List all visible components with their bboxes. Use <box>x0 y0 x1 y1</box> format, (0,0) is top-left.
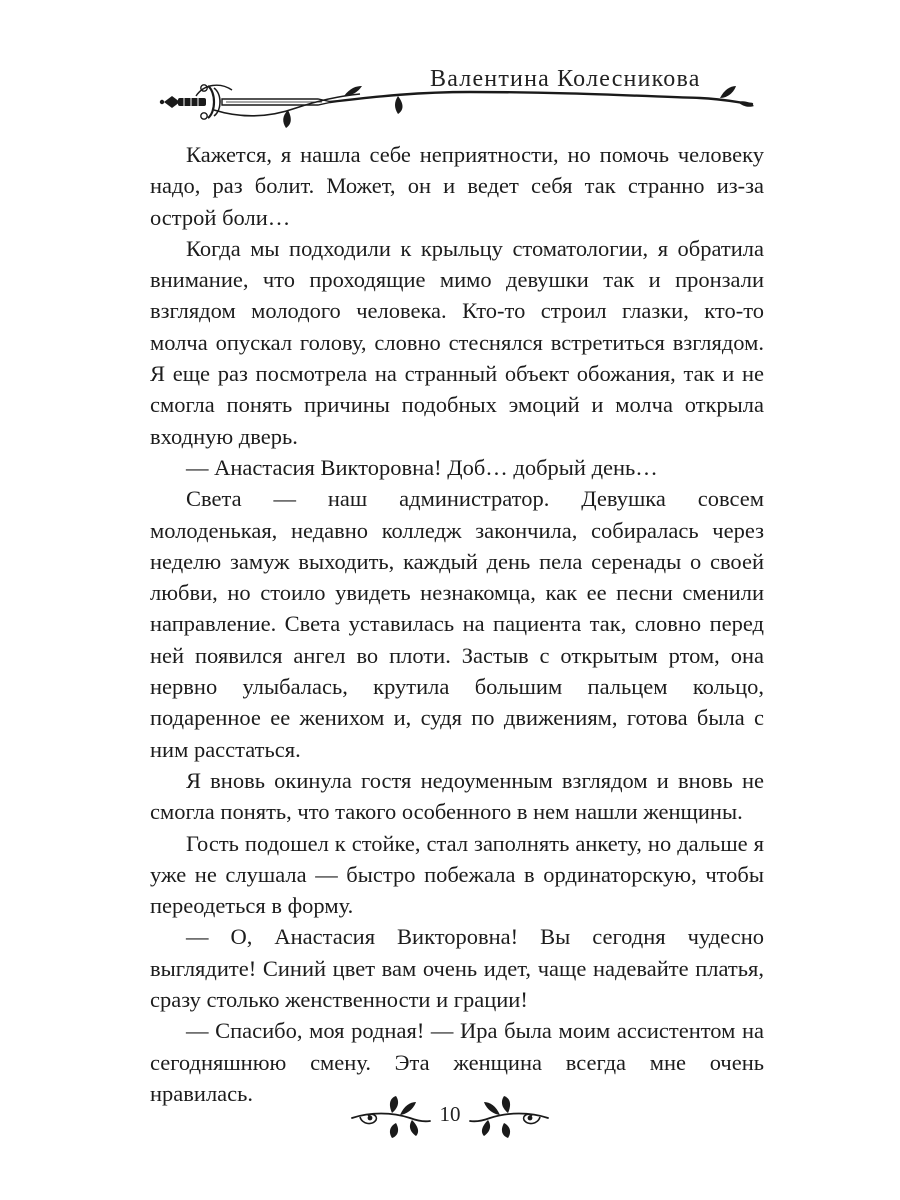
leaf-swirl-left-icon <box>352 1096 430 1138</box>
page-footer <box>0 1090 900 1150</box>
page-body-text <box>150 139 764 1109</box>
paragraph: Я вновь окинула гостя недоуменным взглядом и вновь не смогла понять, что такого особенного в нем нашли женщины. <box>150 767 764 825</box>
paragraph: — Анастасия Викторовна! Доб… добрый день… <box>186 454 658 480</box>
paragraph: Кажется, я нашла себе неприятности, но помочь человеку надо, раз болит. Может, он и ведет себя так странно из-за острой боли… <box>150 142 764 230</box>
paragraph: — О, Анастасия Викторовна! Вы сегодня чудесно выглядите! Синий цвет вам очень идет, чаще надевайте платья, сразу столько женственности и грации! <box>150 924 764 1013</box>
page-header <box>0 0 900 130</box>
page-number: 10 <box>439 1102 461 1126</box>
running-header-author: Валентина Колесникова <box>430 66 701 92</box>
sword-vine-ornament-icon <box>0 0 900 130</box>
paragraph: Гость подошел к стойке, стал заполнять анкету, но дальше я уже не слушала — быстро побежала в ординаторскую, чтобы переодеться в форму. <box>150 830 764 919</box>
paragraph: — Спасибо, моя родная! — Ира была моим ассистентом на сегодняшнюю смену. Эта женщина всегда мне очень нравилась. <box>150 1018 764 1106</box>
leaf-swirl-right-icon <box>470 1096 548 1138</box>
paragraph: Когда мы подходили к крыльцу стоматологии, я обратила внимание, что проходящие мимо девушки так и пронзали взглядом молодого человека. Кто-то строил глазки, кто-то молча опускал голову, словно стеснялся встретиться взглядом. Я еще раз посмотрела на странный объект обожания, так и не смогла понять причины подобных эмоций и молча открыла входную дверь. <box>150 235 764 449</box>
paragraph: Света — наш администратор. Девушка совсем молоденькая, недавно колледж закончила, собиралась через неделю замуж выходить, каждый день пела серенады о своей любви, но стоило увидеть незнакомца, как ее песни сменили направление. Света уставилась на пациента так, словно перед ней появился ангел во плоти. Застыв с открытым ртом, она нервно улыбалась, крутила большим пальцем кольцо, подаренное ее женихом и, судя по движениям, готова была с ним расстаться. <box>150 486 764 762</box>
